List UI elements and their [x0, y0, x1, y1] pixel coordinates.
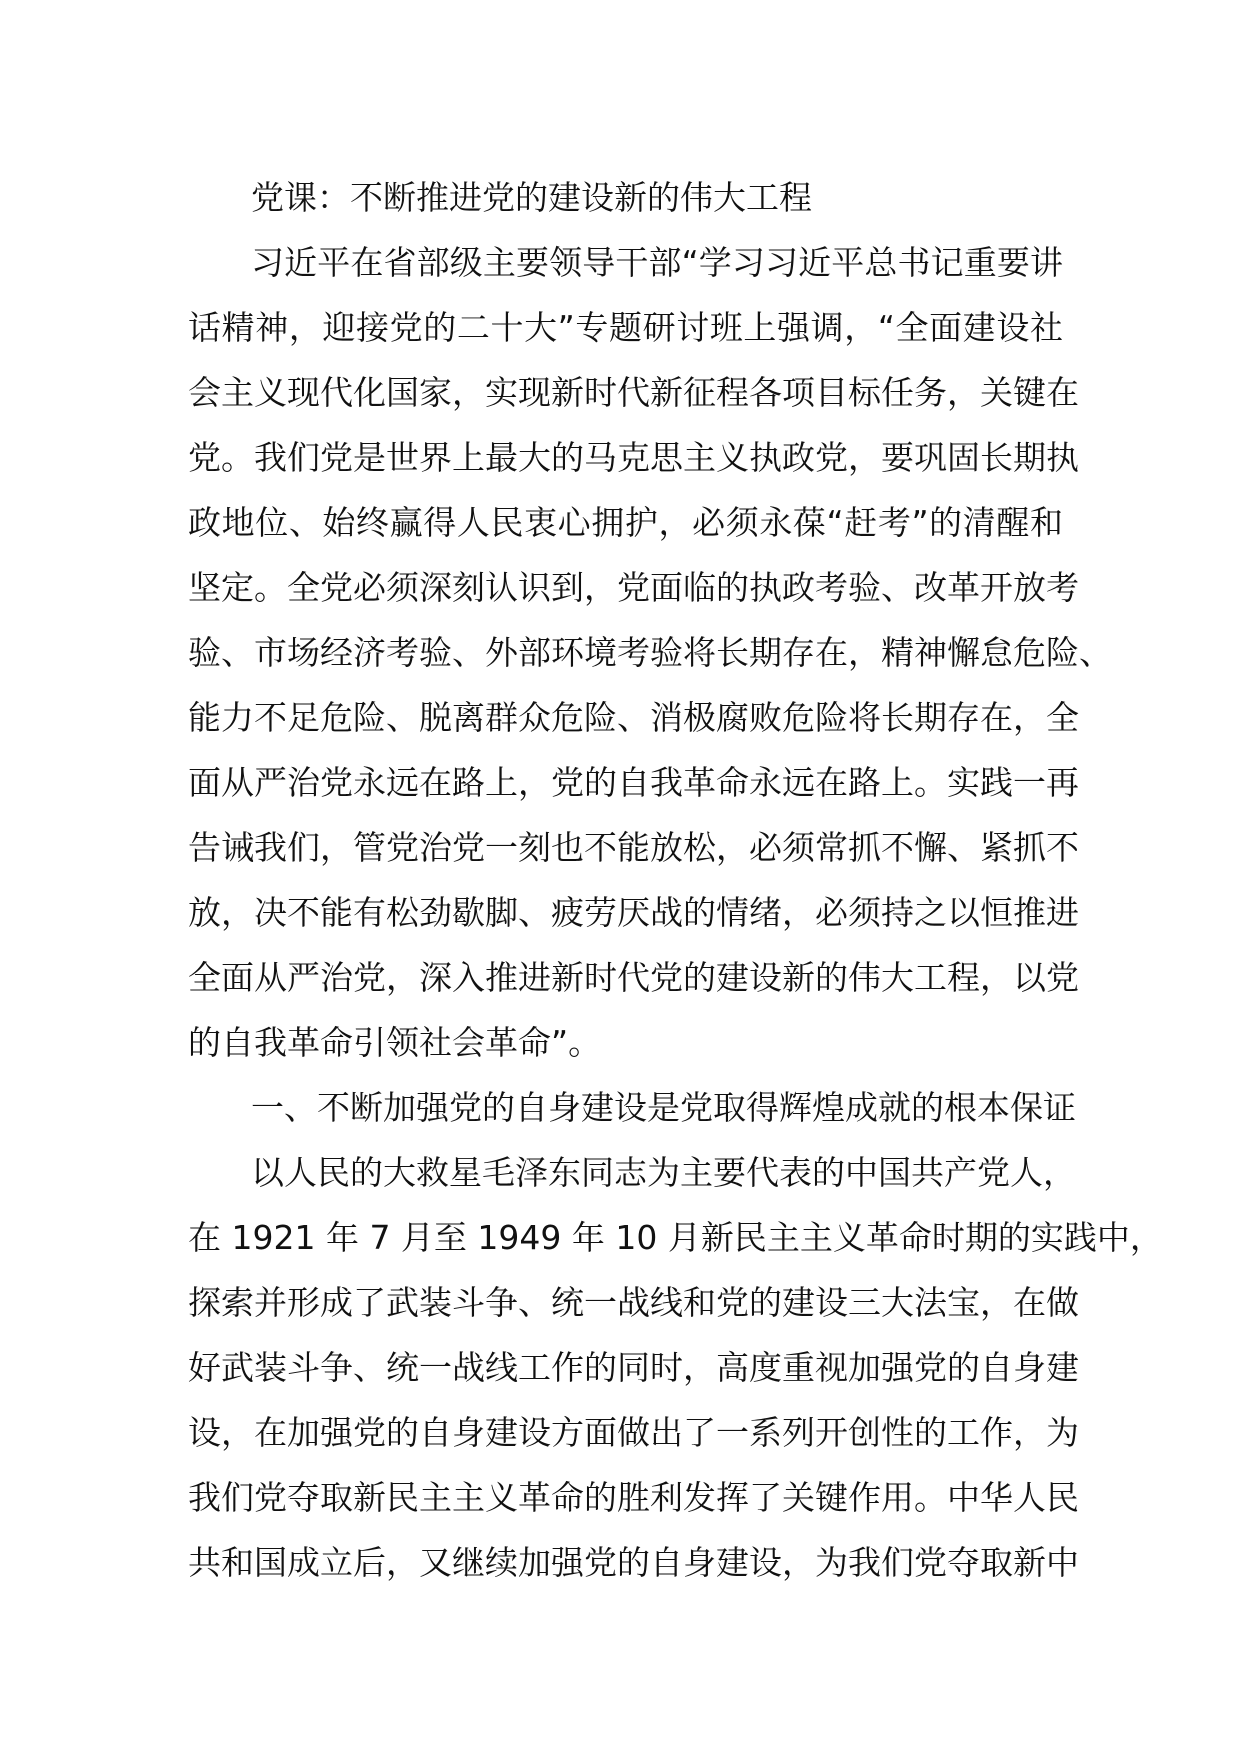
paragraph-line: 能力不足危险、脱离群众危险、消极腐败危险将长期存在，全 — [188, 698, 1079, 737]
paragraph-line: 面从严治党永远在路上，党的自我革命永远在路上。实践一再 — [188, 763, 1079, 802]
paragraph-line: 共和国成立后，又继续加强党的自身建设，为我们党夺取新中 — [188, 1543, 1079, 1582]
document-body — [188, 165, 1163, 1595]
paragraph-line: 政地位、始终赢得人民衷心拥护，必须永葆“赶考”的清醒和 — [188, 503, 1063, 542]
paragraph-line: 告诫我们，管党治党一刻也不能放松，必须常抓不懈、紧抓不 — [188, 828, 1079, 867]
paragraph-line: 放，决不能有松劲歇脚、疲劳厌战的情绪，必须持之以恒推进 — [188, 893, 1079, 932]
paragraph-line: 话精神，迎接党的二十大”专题研讨班上强调，“全面建设社 — [188, 308, 1063, 347]
document-title: 党课：不断推进党的建设新的伟大工程 — [251, 178, 812, 217]
paragraph-line: 习近平在省部级主要领导干部“学习习近平总书记重要讲 — [251, 243, 1063, 282]
section-heading: 一、不断加强党的自身建设是党取得辉煌成就的根本保证 — [251, 1088, 1076, 1127]
paragraph-line: 以人民的大救星毛泽东同志为主要代表的中国共产党人， — [251, 1153, 1076, 1192]
paragraph-line: 在 1921 年 7 月至 1949 年 10 月新民主主义革命时期的实践中， — [188, 1218, 1163, 1257]
paragraph-line: 全面从严治党，深入推进新时代党的建设新的伟大工程，以党 — [188, 958, 1079, 997]
paragraph-line: 坚定。全党必须深刻认识到，党面临的执政考验、改革开放考 — [188, 568, 1079, 607]
paragraph-line: 会主义现代化国家，实现新时代新征程各项目标任务，关键在 — [188, 373, 1079, 412]
paragraph-1 — [188, 230, 1112, 1075]
paragraph-line: 验、市场经济考验、外部环境考验将长期存在，精神懈怠危险、 — [188, 633, 1112, 672]
paragraph-line: 我们党夺取新民主主义革命的胜利发挥了关键作用。中华人民 — [188, 1478, 1079, 1517]
paragraph-line: 党。我们党是世界上最大的马克思主义执政党，要巩固长期执 — [188, 438, 1079, 477]
paragraph-line: 探索并形成了武装斗争、统一战线和党的建设三大法宝，在做 — [188, 1283, 1079, 1322]
paragraph-line: 设，在加强党的自身建设方面做出了一系列开创性的工作，为 — [188, 1413, 1079, 1452]
paragraph-line: 好武装斗争、统一战线工作的同时，高度重视加强党的自身建 — [188, 1348, 1079, 1387]
paragraph-line: 的自我革命引领社会革命”。 — [188, 1023, 602, 1062]
paragraph-2 — [188, 1140, 1163, 1595]
